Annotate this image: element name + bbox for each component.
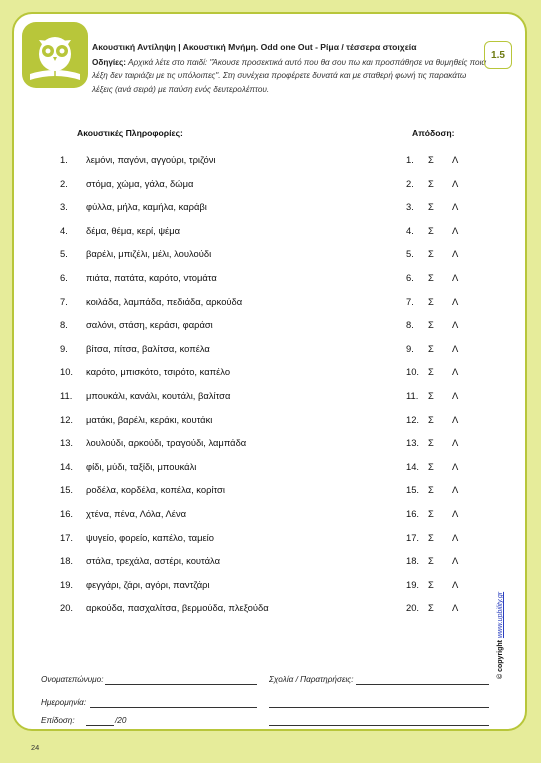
list-item bbox=[14, 555, 529, 569]
answer-wrong-option[interactable]: Λ bbox=[452, 602, 459, 614]
owl-reading-book-logo bbox=[22, 22, 88, 88]
answer-wrong-option[interactable]: Λ bbox=[452, 413, 459, 425]
item-words: πιάτα, πατάτα, καρότο, ντομάτα bbox=[86, 272, 217, 283]
list-item bbox=[14, 154, 529, 168]
answer-number: 20. bbox=[406, 602, 420, 614]
item-words: ροδέλα, κορδέλα, κοπέλα, κορίτσι bbox=[86, 484, 225, 496]
website-link[interactable]: www.upbility.gr bbox=[497, 591, 504, 639]
answer-wrong-option[interactable]: Λ bbox=[452, 154, 459, 165]
item-number: 4. bbox=[60, 224, 68, 236]
answer-correct-option[interactable]: Σ bbox=[428, 177, 434, 189]
answer-number: 9. bbox=[406, 342, 414, 354]
list-item bbox=[14, 414, 529, 428]
answer-correct-option[interactable]: Σ bbox=[428, 508, 434, 519]
item-words: λουλούδι, αρκούδι, τραγούδι, λαμπάδα bbox=[86, 437, 247, 449]
list-item bbox=[14, 201, 529, 215]
copyright-notice bbox=[497, 592, 504, 679]
answer-correct-option[interactable]: Σ bbox=[428, 484, 434, 496]
list-item bbox=[14, 602, 529, 616]
item-words: στόμα, χώμα, γάλα, δώμα bbox=[86, 177, 194, 189]
answer-correct-option[interactable]: Σ bbox=[428, 531, 434, 543]
list-item bbox=[14, 272, 529, 286]
answer-number: 19. bbox=[406, 578, 420, 590]
item-number: 7. bbox=[60, 295, 68, 307]
item-words: κοιλάδα, λαμπάδα, πεδιάδα, αρκούδα bbox=[86, 295, 243, 307]
school-notes-line[interactable] bbox=[356, 684, 489, 685]
item-number: 20. bbox=[60, 602, 74, 614]
list-item bbox=[14, 319, 529, 333]
item-words: φεγγάρι, ζάρι, αγόρι, παντζάρι bbox=[86, 578, 210, 590]
item-number: 1. bbox=[60, 154, 68, 165]
answer-wrong-option[interactable]: Λ bbox=[452, 366, 459, 378]
answer-correct-option[interactable]: Σ bbox=[428, 460, 434, 472]
answer-wrong-option[interactable]: Λ bbox=[452, 508, 459, 519]
notes-line-2[interactable] bbox=[269, 707, 489, 708]
item-number: 12. bbox=[60, 413, 74, 425]
answer-number: 13. bbox=[406, 437, 420, 449]
list-item bbox=[14, 579, 529, 593]
answer-correct-option[interactable]: Σ bbox=[428, 437, 434, 449]
answer-number: 4. bbox=[406, 224, 414, 236]
answer-wrong-option[interactable]: Λ bbox=[452, 390, 459, 401]
list-item bbox=[14, 437, 529, 451]
column-header-performance: Απόδοση: bbox=[412, 128, 455, 138]
answer-wrong-option[interactable]: Λ bbox=[452, 177, 459, 189]
performance-label: Επίδοση: bbox=[41, 716, 75, 725]
item-number: 6. bbox=[60, 272, 68, 283]
answer-number: 18. bbox=[406, 555, 420, 567]
performance-total: /20 bbox=[115, 716, 127, 725]
name-line[interactable] bbox=[105, 684, 257, 685]
item-words: αρκούδα, πασχαλίτσα, βερμούδα, πλεξούδα bbox=[86, 602, 269, 614]
instructions bbox=[92, 56, 487, 96]
item-number: 15. bbox=[60, 484, 74, 496]
item-number: 9. bbox=[60, 342, 68, 354]
answer-correct-option[interactable]: Σ bbox=[428, 319, 434, 331]
list-item bbox=[14, 461, 529, 475]
answer-number: 11. bbox=[406, 390, 419, 401]
list-item bbox=[14, 225, 529, 239]
list-item bbox=[14, 390, 529, 404]
name-label: Ονοματεπώνυμο: bbox=[41, 675, 104, 684]
item-number: 18. bbox=[60, 555, 74, 567]
exercise-title: Ακουστική Αντίληψη | Ακουστική Μνήμη. Odd one Out - Ρίμα / τέσσερα στοιχεία bbox=[92, 42, 417, 52]
list-item bbox=[14, 178, 529, 192]
list-item bbox=[14, 343, 529, 357]
answer-wrong-option[interactable]: Λ bbox=[452, 437, 459, 449]
answer-number: 2. bbox=[406, 177, 414, 189]
answer-correct-option[interactable]: Σ bbox=[428, 272, 434, 283]
item-number: 10. bbox=[60, 366, 74, 378]
exercise-number-badge: 1.5 bbox=[484, 41, 512, 69]
answer-correct-option[interactable]: Σ bbox=[428, 366, 434, 378]
answer-number: 5. bbox=[406, 248, 414, 260]
answer-number: 12. bbox=[406, 413, 420, 425]
list-item bbox=[14, 532, 529, 546]
answer-correct-option[interactable]: Σ bbox=[428, 578, 434, 590]
item-number: 17. bbox=[60, 531, 74, 543]
list-item bbox=[14, 508, 529, 522]
answer-number: 15. bbox=[406, 484, 420, 496]
item-words: στάλα, τρεχάλα, αστέρι, κουτάλα bbox=[86, 555, 221, 567]
answer-number: 8. bbox=[406, 319, 414, 331]
item-number: 14. bbox=[60, 460, 74, 472]
list-item bbox=[14, 248, 529, 262]
item-number: 8. bbox=[60, 319, 68, 331]
answer-number: 14. bbox=[406, 460, 420, 472]
item-words: φίδι, μύδι, ταξίδι, μπουκάλι bbox=[86, 460, 197, 472]
item-words: καρότο, μπισκότο, τσιρότο, καπέλο bbox=[86, 366, 231, 378]
answer-wrong-option[interactable]: Λ bbox=[452, 295, 459, 307]
performance-score-line[interactable] bbox=[86, 725, 114, 726]
item-number: 19. bbox=[60, 578, 74, 590]
answer-correct-option[interactable]: Σ bbox=[428, 555, 434, 567]
answer-number: 7. bbox=[406, 295, 414, 307]
copyright-text: © copyright bbox=[497, 640, 504, 679]
answer-wrong-option[interactable]: Λ bbox=[452, 578, 459, 590]
answer-correct-option[interactable]: Σ bbox=[428, 390, 434, 401]
answer-correct-option[interactable]: Σ bbox=[428, 154, 434, 165]
item-number: 16. bbox=[60, 508, 74, 519]
answer-number: 16. bbox=[406, 508, 420, 519]
item-words: λεμόνι, παγόνι, αγγούρι, τριζόνι bbox=[86, 154, 216, 165]
answer-wrong-option[interactable]: Λ bbox=[452, 484, 459, 496]
school-label: Σχολία / Παρατηρήσεις: bbox=[269, 675, 354, 684]
answer-number: 3. bbox=[406, 201, 414, 213]
answer-number: 6. bbox=[406, 272, 414, 283]
list-item bbox=[14, 484, 529, 498]
answer-correct-option[interactable]: Σ bbox=[428, 248, 434, 260]
date-label: Ημερομηνία: bbox=[41, 698, 87, 707]
answer-number: 1. bbox=[406, 154, 414, 165]
item-number: 2. bbox=[60, 177, 68, 189]
answer-wrong-option[interactable]: Λ bbox=[452, 319, 459, 331]
answer-correct-option[interactable]: Σ bbox=[428, 224, 434, 236]
item-words: βίτσα, πίτσα, βαλίτσα, κοπέλα bbox=[86, 342, 210, 354]
page-number: 24 bbox=[31, 743, 40, 752]
answer-wrong-option[interactable]: Λ bbox=[452, 531, 459, 543]
item-words: ματάκι, βαρέλι, κεράκι, κουτάκι bbox=[86, 413, 213, 425]
answer-correct-option[interactable]: Σ bbox=[428, 413, 434, 425]
answer-wrong-option[interactable]: Λ bbox=[452, 555, 459, 567]
item-number: 11. bbox=[60, 390, 73, 401]
item-words: μπουκάλι, κανάλι, κουτάλι, βαλίτσα bbox=[86, 390, 231, 401]
worksheet-card bbox=[12, 12, 527, 731]
item-words: σαλόνι, στάση, κεράσι, φαράσι bbox=[86, 319, 213, 331]
answer-wrong-option[interactable]: Λ bbox=[452, 201, 459, 213]
column-header-auditory-info: Ακουστικές Πληροφορίες: bbox=[77, 128, 183, 138]
item-words: χτένα, πένα, Λόλα, Λένα bbox=[86, 508, 187, 519]
item-number: 5. bbox=[60, 248, 68, 260]
item-number: 3. bbox=[60, 201, 68, 213]
answer-correct-option[interactable]: Σ bbox=[428, 201, 434, 213]
answer-wrong-option[interactable]: Λ bbox=[452, 460, 459, 472]
instructions-text: Αρχικά λέτε στο παιδί: "Άκουσε προσεκτικά αυτό που θα σου πω και προσπάθησε να θυμηθείς ποια λέξη δεν ταιριάζει με τις υπόλοιπες". Στη συνέχεια προφέρετε δυνατά και με σταθερή φωνή τις παρακάτω λέξεις (ανά σειρά) με παύση ενός δευτερολέπτου. bbox=[92, 58, 487, 94]
answer-wrong-option[interactable]: Λ bbox=[452, 224, 459, 236]
answer-correct-option[interactable]: Σ bbox=[428, 295, 434, 307]
item-words: φύλλα, μήλα, καμήλα, καράβι bbox=[86, 201, 207, 213]
item-words: ψυγείο, φορείο, καπέλο, ταμείο bbox=[86, 531, 214, 543]
answer-number: 17. bbox=[406, 531, 420, 543]
answer-correct-option[interactable]: Σ bbox=[428, 602, 434, 614]
answer-number: 10. bbox=[406, 366, 420, 378]
list-item bbox=[14, 366, 529, 380]
item-words: βαρέλι, μπιζέλι, μέλι, λουλούδι bbox=[86, 248, 212, 260]
notes-line-3[interactable] bbox=[269, 725, 489, 726]
item-number: 13. bbox=[60, 437, 74, 449]
answer-correct-option[interactable]: Σ bbox=[428, 342, 434, 354]
date-line[interactable] bbox=[90, 707, 257, 708]
list-item bbox=[14, 296, 529, 310]
item-words: δέμα, θέμα, κερί, ψέμα bbox=[86, 224, 181, 236]
instructions-label: Οδηγίες: bbox=[92, 58, 127, 67]
answer-wrong-option[interactable]: Λ bbox=[452, 342, 459, 354]
answer-wrong-option[interactable]: Λ bbox=[452, 272, 459, 283]
answer-wrong-option[interactable]: Λ bbox=[452, 248, 459, 260]
